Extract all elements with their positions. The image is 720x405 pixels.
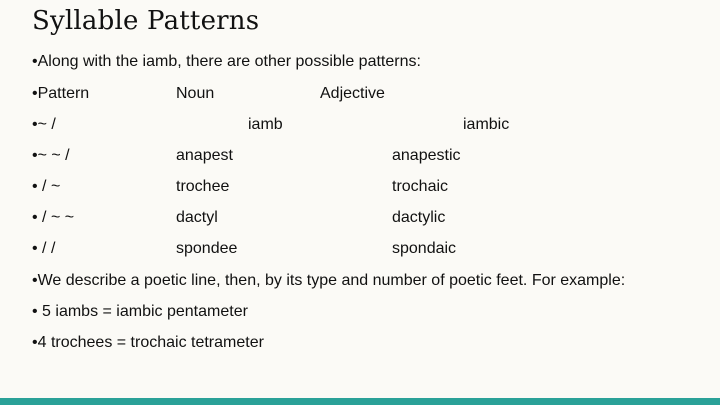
row-adjective: anapestic — [392, 147, 461, 164]
example-bullet: • 5 iambs = iambic pentameter — [32, 303, 248, 320]
row-pattern: • / / — [32, 240, 56, 257]
example-bullet: •4 trochees = trochaic tetrameter — [32, 334, 264, 351]
slide-title: Syllable Patterns — [32, 6, 260, 36]
row-pattern: • / ~ ~ — [32, 209, 75, 226]
row-noun: trochee — [176, 178, 230, 195]
row-pattern: • / ~ — [32, 178, 61, 195]
row-noun: anapest — [176, 147, 233, 164]
header-pattern: •Pattern — [32, 85, 90, 102]
header-noun: Noun — [176, 85, 215, 102]
row-adjective: dactylic — [392, 209, 446, 226]
header-adjective: Adjective — [320, 85, 385, 102]
row-noun: spondee — [176, 240, 238, 257]
intro-bullet: •Along with the iamb, there are other possible patterns: — [32, 53, 421, 70]
row-noun: iamb — [248, 116, 283, 133]
accent-bar — [0, 398, 720, 405]
row-pattern: •~ ~ / — [32, 147, 70, 164]
row-pattern: •~ / — [32, 116, 56, 133]
row-adjective: spondaic — [392, 240, 457, 257]
row-noun: dactyl — [176, 209, 218, 226]
row-adjective: trochaic — [392, 178, 449, 195]
describe-bullet: •We describe a poetic line, then, by its type and number of poetic feet. For example: — [32, 272, 626, 289]
row-adjective: iambic — [463, 116, 510, 133]
